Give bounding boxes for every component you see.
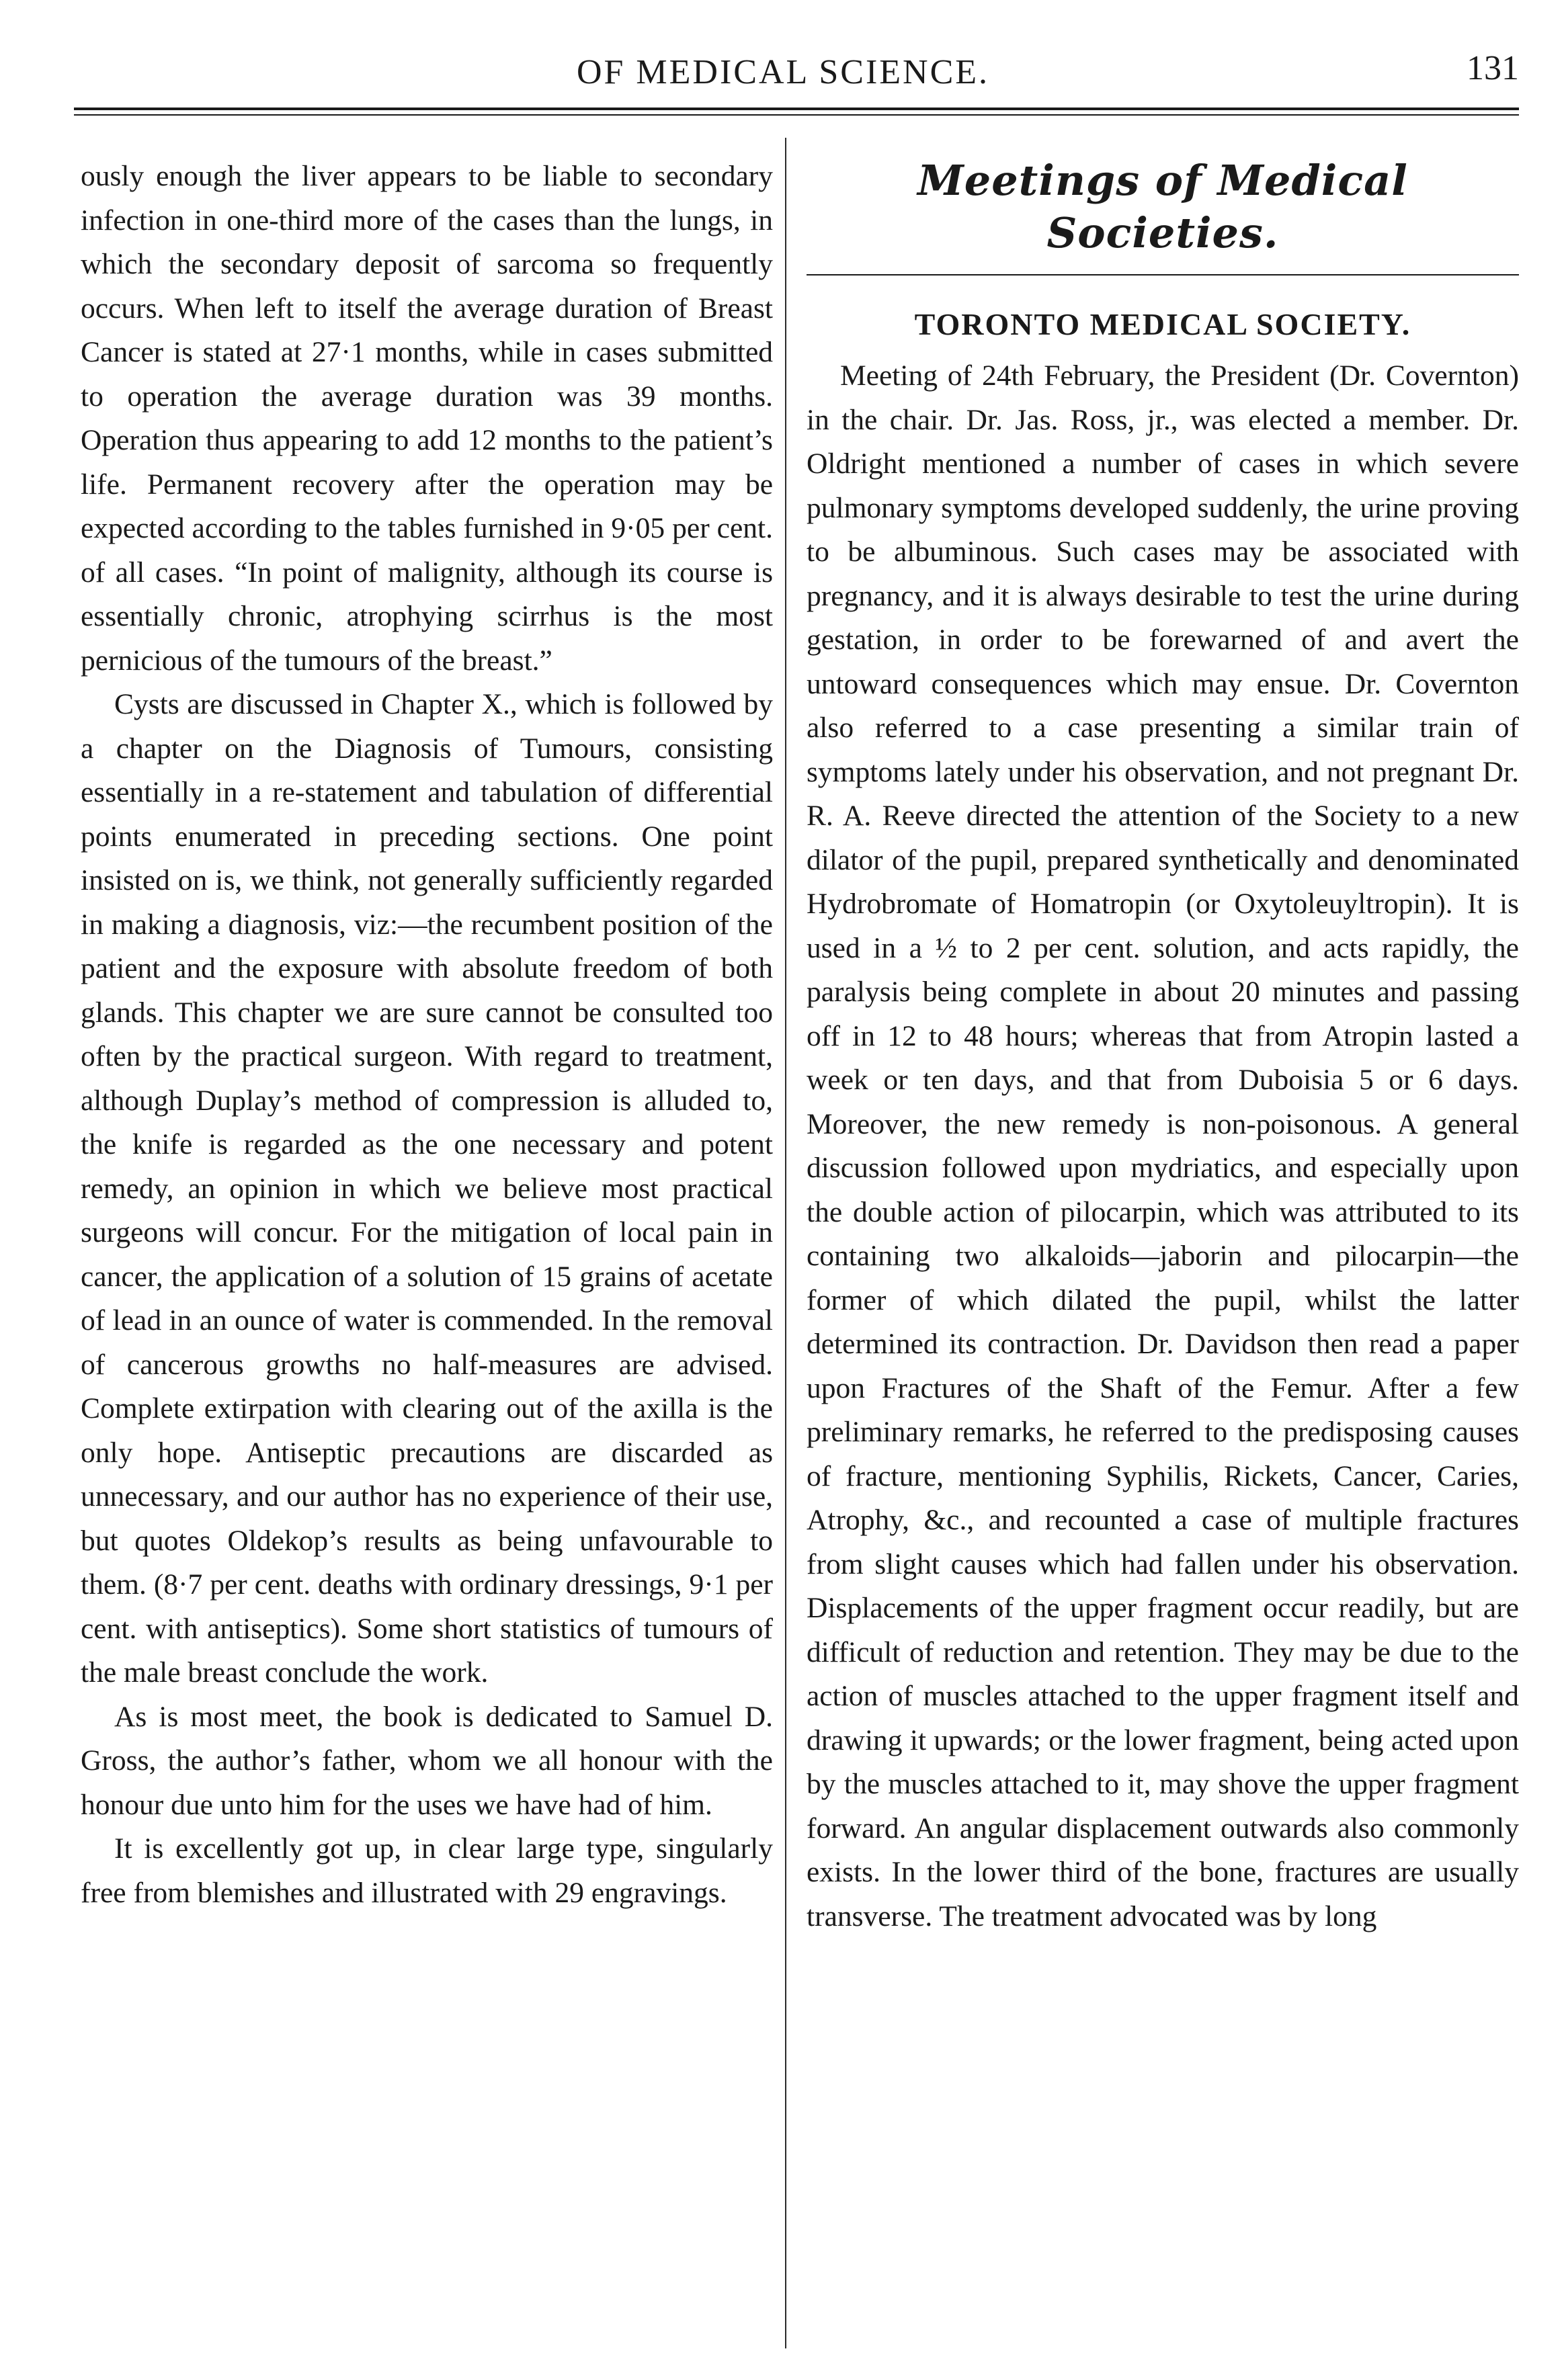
section-heading-rule [807,274,1519,275]
left-paragraph-2: Cysts are discussed in Chapter X., which is followed by a chapter on the Diagnosis of Tumours, consisting essentially in a re-statement and tabulation of differential points enumerated in preceding sections. One point insisted on is, we think, not generally sufficiently regarded in making a diagnosis, viz:—the recumbent position of the patient and the exposure with absolute freedom of both glands. This chapter we are sure cannot be consulted too often by the practical surgeon. With regard to treatment, although Duplay’s method of compression is alluded to, the knife is regarded as the one necessary and potent remedy, an opinion in which we believe most practical surgeons will concur. For the mitigation of local pain in cancer, the application of a solution of 15 grains of acetate of lead in an ounce of water is commended. In the removal of cancerous growths no half-measures are advised. Complete extirpation with clearing out of the axilla is the only hope. Antiseptic precautions are discarded as unnecessary, and our author has no experience of their use, but quotes Oldekop’s results as being unfavourable to them. (8·7 per cent. deaths with ordinary dressings, 9·1 per cent. with antiseptics). Some short statistics of tumours of the male breast conclude the work. [81,688,773,1689]
section-heading: Meetings of Medical Societies. [917,156,1408,257]
header-rule-thin [74,114,1519,116]
right-paragraph-1: Meeting of 24th February, the President (Dr. Covernton) in the chair. Dr. Jas. Ross, jr., was elected a member. Dr. Oldright mentioned a number of cases in which severe pulmonary symptoms developed suddenly, the urine proving to be albuminous. Such cases may be associated with pregnancy, and it is always desirable to test the urine during gestation, in order to be forewarned of and avert the untoward consequences which may ensue. Dr. Covernton also referred to a case presenting a similar train of symptoms lately under his observation, and not pregnant Dr. R. A. Reeve directed the attention of the Society to a new dilator of the pupil, prepared synthetically and denominated Hydrobromate of Homatropin (or Oxytoleuyltropin). It is used in a ½ to 2 per cent. solution, and acts rapidly, the paralysis being complete in about 20 minutes and passing off in 12 to 48 hours; whereas that from Atropin lasted a week or ten days, and that from Duboisia 5 or 6 days. Moreover, the new remedy is non-poisonous. A general discussion followed upon mydriatics, and especially upon the double action of pilocarpin, which was attributed to its containing two alkaloids—jaborin and pilocarpin—the former of which dilated the pupil, whilst the latter determined its contraction. Dr. Davidson then read a paper upon Fractures of the Shaft of the Femur. After a few preliminary remarks, he referred to the predisposing causes of fracture, mentioning Syphilis, Rickets, Cancer, Caries, Atrophy, &c., and recounted a case of multiple fractures from slight causes which had fallen under his observation. Displacements of the upper fragment occur readily, but are difficult of reduction and retention. They may be due to the action of muscles attached to the upper fragment itself and drawing it upwards; or the lower fragment, being acted upon by the muscles attached to it, may shove the upper fragment forward. An angular displacement outwards also commonly exists. In the lower third of the bone, fractures are usually transverse. The treatment advocated was by long [807,359,1519,1932]
left-paragraph-1: ously enough the liver appears to be liable to secondary infection in one-third more of the cases than the lungs, in which the secondary deposit of sarcoma so frequently occurs. When left to itself the average duration of Breast Cancer is stated at 27·1 months, while in cases submitted to operation the average duration was 39 months. Operation thus appearing to add 12 months to the patient’s life. Permanent recovery after the operation may be expected according to the tables furnished in 9·05 per cent. of all cases. “In point of malignity, although its course is essentially chronic, atrophying scirrhus is the most pernicious of the tumours of the breast.” [81,160,773,677]
column-divider [785,138,786,2348]
right-column [807,155,1519,1939]
page-header [0,0,1564,114]
page-number: 131 [1467,49,1519,87]
left-paragraph-3: As is most meet, the book is dedicated to Samuel D. Gross, the author’s father, whom we all honour with the honour due unto him for the uses we have had of him. [81,1700,773,1821]
left-column [81,155,773,1915]
header-rule-thick [74,108,1519,110]
society-title: TORONTO MEDICAL SOCIETY. [914,307,1411,341]
running-title: OF MEDICAL SCIENCE. [576,53,990,91]
left-paragraph-4: It is excellently got up, in clear large type, singularly free from blemishes and illustrated with 29 engravings. [81,1832,773,1909]
